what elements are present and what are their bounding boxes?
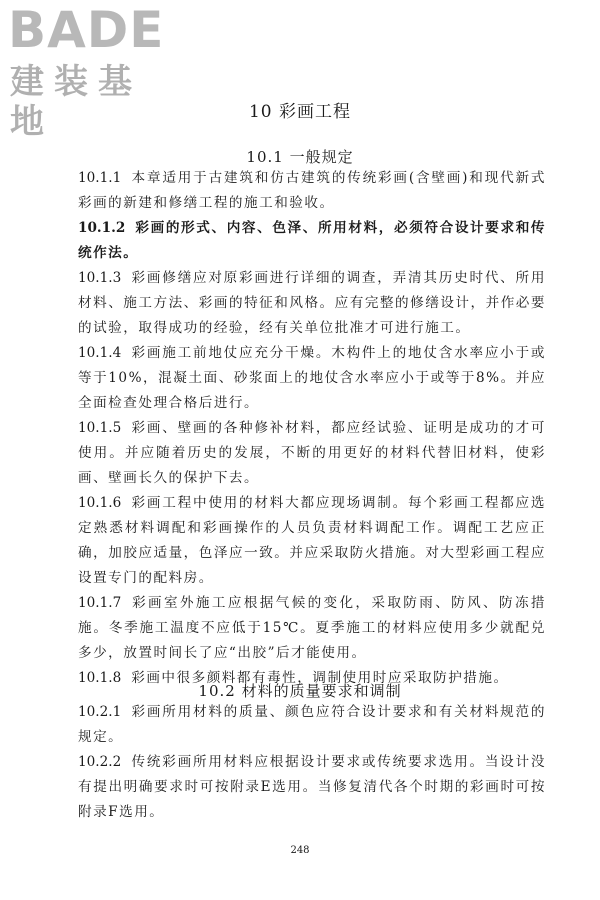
- chapter-title: 10 彩画工程: [248, 102, 352, 122]
- clause-10-2-2: [78, 750, 546, 825]
- clause-number: 10.1.4: [78, 345, 122, 361]
- clause-10-1-5: [78, 416, 546, 491]
- logo-latin-text: BADE: [8, 1, 165, 59]
- section-title-10-2: 10.2 材料的质量要求和调制: [198, 682, 402, 700]
- clause-text: 本章适用于古建筑和仿古建筑的传统彩画(含壁画)和现代新式彩画的新建和修缮工程的施工和验收。: [78, 170, 546, 211]
- clause-10-1-4: [78, 341, 546, 416]
- clause-text: 彩画修缮应对原彩画进行详细的调查，弄清其历史时代、所用材料、施工方法、彩画的特征和风格。应有完整的修缮设计，并作必要的试验，取得成功的经验，经有关单位批准才可进行施工。: [78, 270, 546, 336]
- section-10-2-body: [78, 700, 546, 825]
- logo-chinese-text: 建装基地: [10, 62, 142, 142]
- clause-number: 10.1.5: [78, 420, 122, 436]
- clause-number: 10.1.3: [78, 270, 122, 286]
- clause-number: 10.1.7: [78, 595, 122, 611]
- section-title-10-1: 10.1 一般规定: [246, 148, 354, 166]
- clause-number: 10.1.8: [78, 670, 122, 686]
- clause-10-1-2: [78, 216, 546, 266]
- logo: [8, 1, 183, 142]
- clause-text: 彩画、壁画的各种修补材料，都应经试验、证明是成功的才可使用。并应随着历史的发展，不断的用更好的材料代替旧材料，使彩画、壁画长久的保护下去。: [78, 420, 546, 486]
- clause-10-1-6: [78, 491, 546, 591]
- clause-text: 彩画工程中使用的材料大都应现场调制。每个彩画工程都应选定熟悉材料调配和彩画操作的人员负责材料调配工作。调配工艺应正确，加胶应适量，色泽应一致。并应采取防火措施。对大型彩画工程应设置专门的配料房。: [78, 495, 546, 586]
- clause-number: 10.1.1: [78, 170, 122, 186]
- clause-number: 10.1.6: [78, 495, 122, 511]
- clause-text: 彩画中很多颜料都有毒性，调制使用时应采取防护措施。: [131, 670, 509, 686]
- clause-10-1-7: [78, 591, 546, 666]
- clause-text: 彩画施工前地仗应充分干燥。木构件上的地仗含水率应小于或等于10%，混凝土面、砂浆面上的地仗含水率应小于或等于8%。并应全面检查处理合格后进行。: [78, 345, 546, 411]
- clause-number: 10.2.1: [78, 704, 122, 720]
- clause-text: 彩画所用材料的质量、颜色应符合设计要求和有关材料规范的规定。: [78, 704, 546, 745]
- page-number: 248: [290, 845, 310, 856]
- section-10-1-body: [78, 166, 546, 691]
- clause-text: 彩画的形式、内容、色泽、所用材料，必须符合设计要求和传统作法。: [78, 220, 546, 261]
- clause-number: 10.2.2: [78, 754, 122, 770]
- clause-10-1-1: [78, 166, 546, 216]
- clause-text: 彩画室外施工应根据气候的变化，采取防雨、防风、防冻措施。冬季施工温度不应低于15℃。夏季施工的材料应使用多少就配兑多少，放置时间长了应“出胶”后才能使用。: [78, 595, 546, 661]
- clause-10-1-3: [78, 266, 546, 341]
- clause-text: 传统彩画所用材料应根据设计要求或传统要求选用。当设计没有提出明确要求时可按附录E选用。当修复清代各个时期的彩画时可按附录F选用。: [78, 754, 546, 820]
- clause-number: 10.1.2: [78, 220, 126, 236]
- clause-10-2-1: [78, 700, 546, 750]
